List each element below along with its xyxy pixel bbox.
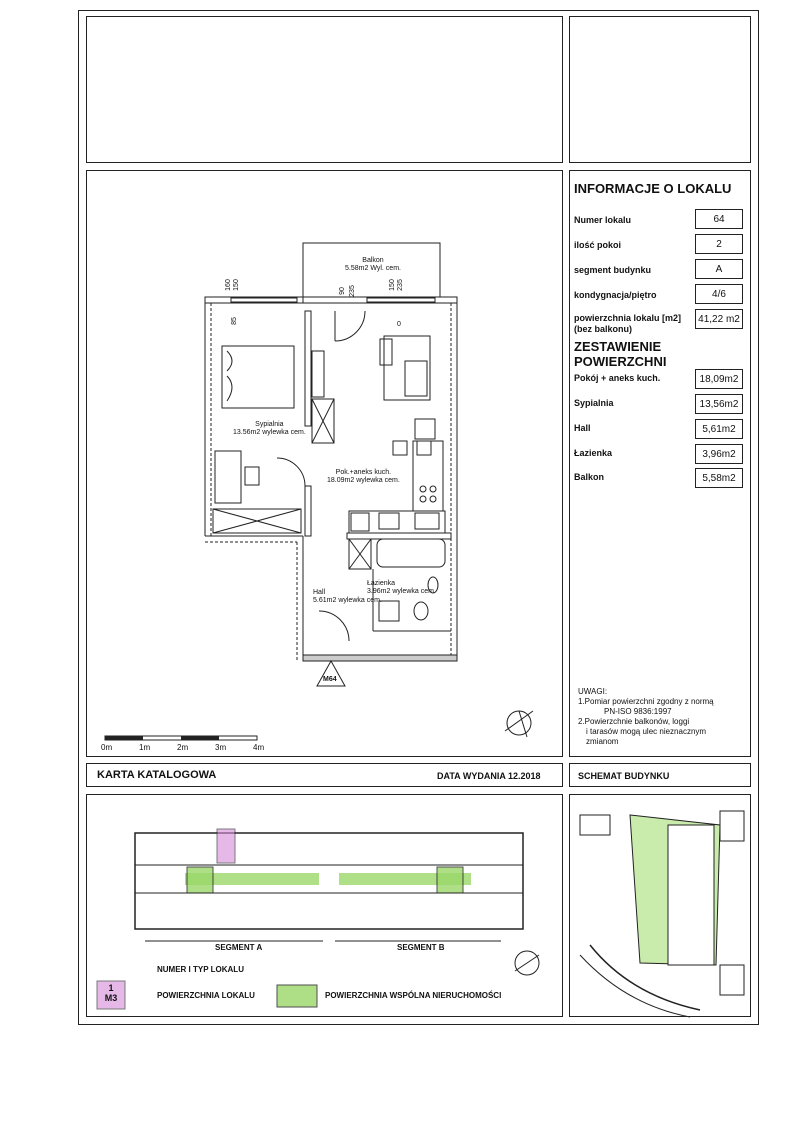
info-title: INFORMACJE O LOKALU [574, 181, 732, 196]
living-label: Pok.+aneks kuch. 18.09m2 wylewka cem. [327, 469, 400, 484]
schemat-bar [569, 763, 751, 787]
site-plan-panel [569, 794, 751, 1017]
scale-2: 2m [177, 743, 189, 752]
summary-label-pokoj: Pokój + aneks kuch. [574, 373, 661, 383]
dim-8: 0 [397, 321, 401, 328]
summary-value-lazienka: 3,96m2 [695, 444, 743, 464]
issue-date: DATA WYDANIA 12.2018 [437, 771, 541, 781]
header-right-box [569, 16, 751, 163]
hall-label: Hall 5.61m2 wylewka cem. [313, 589, 382, 604]
info-value-segment: A [695, 259, 743, 279]
legend-lokal-text: POWIERZCHNIA LOKALU [157, 991, 255, 1000]
dim-3: 85 [230, 317, 238, 325]
summary-value-balkon: 5,58m2 [695, 468, 743, 488]
notes: UWAGI: 1.Pomiar powierzchni zgodny z normą PN-ISO 9836:1997 2.Powierzchnie balkonów, loggi i tarasów mogą ulec nieznacznym zmianom [578, 687, 714, 746]
footer-box [78, 1024, 759, 1088]
balcony-label: Balkon 5.58m2 Wyl. cem. [345, 257, 401, 272]
summary-value-hall: 5,61m2 [695, 419, 743, 439]
building-footprint [668, 825, 714, 965]
info-value-powierzchnia: 41,22 m2 [695, 309, 743, 329]
unit-symbol: 1 M3 [104, 983, 118, 1003]
dim-6: 150 [388, 279, 396, 291]
dining-table [415, 419, 435, 439]
bed [222, 346, 294, 408]
unit-tag: M64 [323, 676, 337, 683]
summary-label-lazienka: Łazienka [574, 448, 613, 458]
legend-wspolna-swatch [277, 985, 317, 1007]
info-label-segment: segment budynku [574, 265, 652, 275]
scale-4: 4m [253, 743, 265, 752]
toilet [414, 602, 428, 620]
dim-4: 90 [338, 287, 346, 295]
sofa [384, 336, 430, 400]
info-panel [569, 170, 751, 757]
karta-title: KARTA KATALOGOWA [97, 769, 217, 781]
info-value-pietro: 4/6 [695, 284, 743, 304]
bathtub [377, 539, 445, 567]
summary-label-sypialnia: Sypialnia [574, 398, 614, 408]
balcony-outline [303, 243, 440, 303]
unit-highlight [217, 829, 235, 863]
dim-1: 160 [224, 279, 232, 291]
info-label-pokoi: ilość pokoi [574, 240, 622, 250]
scale-3: 3m [215, 743, 227, 752]
info-label-powierzchnia: powierzchnia lokalu [m2] (bez balkonu) [574, 313, 682, 334]
key-plan-panel [86, 794, 563, 1017]
summary-label-balkon: Balkon [574, 472, 605, 482]
summary-title: ZESTAWIENIE POWIERZCHNI [574, 339, 667, 369]
legend-wspolna-text: POWIERZCHNIA WSPÓLNA NIERUCHOMOŚCI [325, 991, 502, 1000]
header-left-box [86, 16, 563, 163]
dim-7: 235 [396, 279, 404, 291]
segment-b-label: SEGMENT B [397, 943, 445, 952]
summary-value-pokoj: 18,09m2 [695, 369, 743, 389]
info-label-numer: Numer lokalu [574, 215, 632, 225]
scale-1: 1m [139, 743, 151, 752]
info-value-pokoi: 2 [695, 234, 743, 254]
floor-plan-panel [86, 170, 563, 757]
site-plan-drawing [570, 795, 752, 1018]
segment-a-label: SEGMENT A [215, 943, 263, 952]
summary-label-hall: Hall [574, 423, 591, 433]
desk [215, 451, 241, 503]
info-value-numer: 64 [695, 209, 743, 229]
karta-bar [86, 763, 563, 787]
unit-number-label: NUMER I TYP LOKALU [157, 965, 244, 974]
summary-value-sypialnia: 13,56m2 [695, 394, 743, 414]
building-key-plan [87, 795, 564, 1018]
dim-5: 235 [348, 285, 356, 297]
schemat-title: SCHEMAT BUDYNKU [578, 771, 670, 781]
scale-0: 0m [101, 743, 113, 752]
bathroom-label: Łazienka 3.96m2 wylewka cem. [367, 580, 436, 595]
info-label-pietro: kondygnacja/piętro [574, 290, 657, 300]
dim-2: 150 [232, 279, 240, 291]
floor-plan-drawing [87, 171, 564, 758]
bedroom-label: Sypialnia 13.56m2 wylewka cem. [233, 421, 306, 436]
